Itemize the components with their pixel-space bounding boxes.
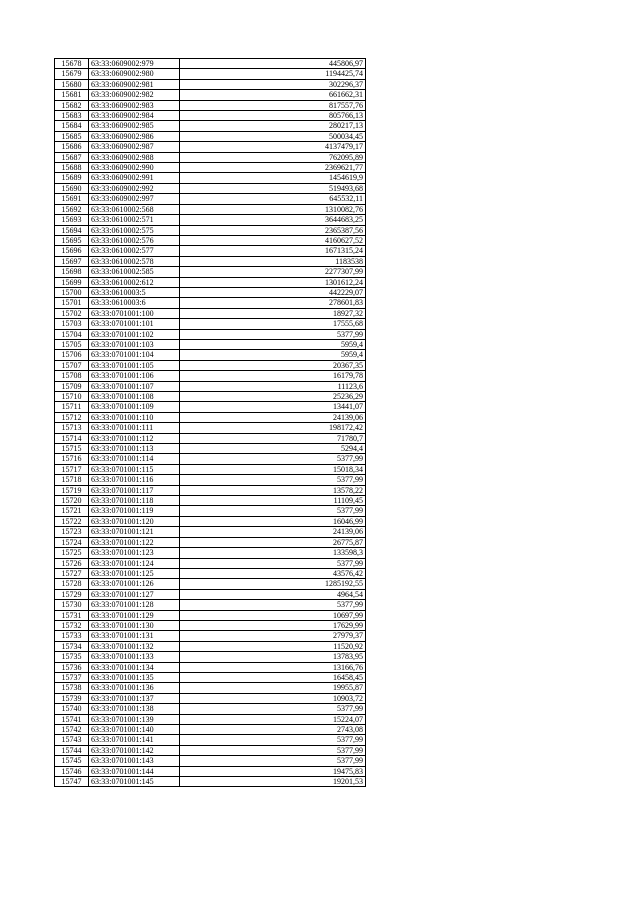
table-row <box>55 568 366 578</box>
value-cell: 5377,99 <box>180 704 366 714</box>
row-number-cell: 15730 <box>55 600 89 610</box>
table-row <box>55 235 366 245</box>
cadastral-number-cell: 63:33:0701001:115 <box>89 464 180 474</box>
row-number-cell: 15723 <box>55 527 89 537</box>
cadastral-number-cell: 63:33:0701001:118 <box>89 496 180 506</box>
cadastral-number-cell: 63:33:0701001:100 <box>89 308 180 318</box>
row-number-cell: 15732 <box>55 620 89 630</box>
cadastral-number-cell: 63:33:0609002:991 <box>89 173 180 183</box>
value-cell: 2277307,99 <box>180 267 366 277</box>
cadastral-number-cell: 63:33:0701001:120 <box>89 516 180 526</box>
row-number-cell: 15679 <box>55 69 89 79</box>
cadastral-number-cell: 63:33:0610003:5 <box>89 287 180 297</box>
value-cell: 1301612,24 <box>180 277 366 287</box>
value-cell: 442229,07 <box>180 287 366 297</box>
value-cell: 5377,99 <box>180 329 366 339</box>
table-row <box>55 579 366 589</box>
cadastral-number-cell: 63:33:0610002:612 <box>89 277 180 287</box>
table-row <box>55 121 366 131</box>
cadastral-number-cell: 63:33:0701001:122 <box>89 537 180 547</box>
value-cell: 4137479,17 <box>180 142 366 152</box>
row-number-cell: 15704 <box>55 329 89 339</box>
value-cell: 198172,42 <box>180 423 366 433</box>
row-number-cell: 15684 <box>55 121 89 131</box>
value-cell: 17629,99 <box>180 620 366 630</box>
cadastral-number-cell: 63:33:0701001:113 <box>89 444 180 454</box>
row-number-cell: 15713 <box>55 423 89 433</box>
cadastral-number-cell: 63:33:0701001:103 <box>89 339 180 349</box>
value-cell: 11109,45 <box>180 496 366 506</box>
cadastral-number-cell: 63:33:0701001:126 <box>89 579 180 589</box>
value-cell: 10697,99 <box>180 610 366 620</box>
table-row <box>55 246 366 256</box>
table-row <box>55 111 366 121</box>
row-number-cell: 15706 <box>55 350 89 360</box>
value-cell: 645532,11 <box>180 194 366 204</box>
table-row <box>55 100 366 110</box>
value-cell: 25236,29 <box>180 392 366 402</box>
value-cell: 1183538 <box>180 256 366 266</box>
table-row <box>55 506 366 516</box>
row-number-cell: 15744 <box>55 745 89 755</box>
row-number-cell: 15720 <box>55 496 89 506</box>
table-row <box>55 381 366 391</box>
row-number-cell: 15712 <box>55 412 89 422</box>
value-cell: 19475,83 <box>180 766 366 776</box>
cadastral-number-cell: 63:33:0701001:102 <box>89 329 180 339</box>
value-cell: 280217,13 <box>180 121 366 131</box>
cadastral-number-cell: 63:33:0610002:568 <box>89 204 180 214</box>
row-number-cell: 15689 <box>55 173 89 183</box>
cadastral-number-cell: 63:33:0701001:136 <box>89 683 180 693</box>
value-cell: 24139,06 <box>180 412 366 422</box>
cadastral-number-cell: 63:33:0701001:117 <box>89 485 180 495</box>
value-cell: 5377,99 <box>180 454 366 464</box>
table-row <box>55 735 366 745</box>
row-number-cell: 15697 <box>55 256 89 266</box>
row-number-cell: 15726 <box>55 558 89 568</box>
cadastral-number-cell: 63:33:0609002:983 <box>89 100 180 110</box>
value-cell: 3644683,25 <box>180 215 366 225</box>
row-number-cell: 15725 <box>55 548 89 558</box>
row-number-cell: 15746 <box>55 766 89 776</box>
cadastral-number-cell: 63:33:0609002:984 <box>89 111 180 121</box>
table-row <box>55 339 366 349</box>
table-row <box>55 69 366 79</box>
value-cell: 19201,53 <box>180 777 366 787</box>
value-cell: 4964,54 <box>180 589 366 599</box>
table-row <box>55 194 366 204</box>
table-row <box>55 402 366 412</box>
table-row <box>55 683 366 693</box>
row-number-cell: 15717 <box>55 464 89 474</box>
row-number-cell: 15695 <box>55 235 89 245</box>
cadastral-number-cell: 63:33:0610002:575 <box>89 225 180 235</box>
cadastral-number-cell: 63:33:0701001:112 <box>89 433 180 443</box>
cadastral-number-cell: 63:33:0701001:131 <box>89 631 180 641</box>
value-cell: 1310082,76 <box>180 204 366 214</box>
table-row <box>55 672 366 682</box>
cadastral-number-cell: 63:33:0609002:980 <box>89 69 180 79</box>
value-cell: 5377,99 <box>180 600 366 610</box>
cadastral-number-cell: 63:33:0701001:134 <box>89 662 180 672</box>
row-number-cell: 15707 <box>55 360 89 370</box>
table-row <box>55 256 366 266</box>
cadastral-number-cell: 63:33:0701001:141 <box>89 735 180 745</box>
table-row <box>55 464 366 474</box>
row-number-cell: 15692 <box>55 204 89 214</box>
cadastral-number-cell: 63:33:0609002:985 <box>89 121 180 131</box>
table-row <box>55 204 366 214</box>
row-number-cell: 15734 <box>55 641 89 651</box>
table-row <box>55 558 366 568</box>
row-number-cell: 15688 <box>55 163 89 173</box>
value-cell: 661662,31 <box>180 90 366 100</box>
cadastral-number-cell: 63:33:0609002:982 <box>89 90 180 100</box>
value-cell: 13166,76 <box>180 662 366 672</box>
row-number-cell: 15693 <box>55 215 89 225</box>
value-cell: 19955,87 <box>180 683 366 693</box>
row-number-cell: 15731 <box>55 610 89 620</box>
value-cell: 278601,83 <box>180 298 366 308</box>
table-row <box>55 423 366 433</box>
cadastral-number-cell: 63:33:0701001:110 <box>89 412 180 422</box>
value-cell: 519493,68 <box>180 183 366 193</box>
row-number-cell: 15685 <box>55 131 89 141</box>
row-number-cell: 15680 <box>55 79 89 89</box>
table-row <box>55 433 366 443</box>
cadastral-number-cell: 63:33:0609002:990 <box>89 163 180 173</box>
value-cell: 24139,06 <box>180 527 366 537</box>
value-cell: 71780,7 <box>180 433 366 443</box>
row-number-cell: 15715 <box>55 444 89 454</box>
cadastral-number-cell: 63:33:0701001:137 <box>89 693 180 703</box>
value-cell: 5377,99 <box>180 735 366 745</box>
cadastral-number-cell: 63:33:0701001:142 <box>89 745 180 755</box>
cadastral-number-cell: 63:33:0609002:997 <box>89 194 180 204</box>
cadastral-number-cell: 63:33:0701001:138 <box>89 704 180 714</box>
value-cell: 302296,37 <box>180 79 366 89</box>
cadastral-number-cell: 63:33:0701001:127 <box>89 589 180 599</box>
row-number-cell: 15724 <box>55 537 89 547</box>
row-number-cell: 15681 <box>55 90 89 100</box>
row-number-cell: 15705 <box>55 339 89 349</box>
row-number-cell: 15736 <box>55 662 89 672</box>
table-row <box>55 454 366 464</box>
row-number-cell: 15699 <box>55 277 89 287</box>
row-number-cell: 15691 <box>55 194 89 204</box>
value-cell: 5294,4 <box>180 444 366 454</box>
table-row <box>55 277 366 287</box>
row-number-cell: 15737 <box>55 672 89 682</box>
value-cell: 1194425,74 <box>180 69 366 79</box>
cadastral-number-cell: 63:33:0609002:979 <box>89 59 180 69</box>
value-cell: 133598,3 <box>180 548 366 558</box>
row-number-cell: 15682 <box>55 100 89 110</box>
table-row <box>55 173 366 183</box>
value-cell: 15018,34 <box>180 464 366 474</box>
cadastral-number-cell: 63:33:0701001:129 <box>89 610 180 620</box>
row-number-cell: 15678 <box>55 59 89 69</box>
table-row <box>55 371 366 381</box>
row-number-cell: 15700 <box>55 287 89 297</box>
table-row <box>55 610 366 620</box>
value-cell: 16046,99 <box>180 516 366 526</box>
row-number-cell: 15721 <box>55 506 89 516</box>
table-row <box>55 662 366 672</box>
value-cell: 445806,97 <box>180 59 366 69</box>
row-number-cell: 15718 <box>55 475 89 485</box>
row-number-cell: 15743 <box>55 735 89 745</box>
cadastral-number-cell: 63:33:0701001:108 <box>89 392 180 402</box>
value-cell: 1671315,24 <box>180 246 366 256</box>
cadastral-number-cell: 63:33:0701001:111 <box>89 423 180 433</box>
table-row <box>55 90 366 100</box>
table-row <box>55 548 366 558</box>
table-row <box>55 527 366 537</box>
cadastral-number-cell: 63:33:0701001:132 <box>89 641 180 651</box>
table-row <box>55 79 366 89</box>
value-cell: 805766,13 <box>180 111 366 121</box>
row-number-cell: 15740 <box>55 704 89 714</box>
row-number-cell: 15741 <box>55 714 89 724</box>
row-number-cell: 15742 <box>55 725 89 735</box>
cadastral-number-cell: 63:33:0609002:981 <box>89 79 180 89</box>
table-row <box>55 600 366 610</box>
value-cell: 5959,4 <box>180 350 366 360</box>
cadastral-number-cell: 63:33:0701001:101 <box>89 319 180 329</box>
cadastral-number-cell: 63:33:0701001:125 <box>89 568 180 578</box>
cadastral-number-cell: 63:33:0701001:121 <box>89 527 180 537</box>
table-row <box>55 475 366 485</box>
table-row <box>55 704 366 714</box>
cadastral-number-cell: 63:33:0610003:6 <box>89 298 180 308</box>
cadastral-number-cell: 63:33:0610002:571 <box>89 215 180 225</box>
cadastral-number-cell: 63:33:0610002:585 <box>89 267 180 277</box>
value-cell: 5377,99 <box>180 506 366 516</box>
row-number-cell: 15708 <box>55 371 89 381</box>
table-row <box>55 756 366 766</box>
table-row <box>55 516 366 526</box>
value-cell: 5377,99 <box>180 745 366 755</box>
row-number-cell: 15714 <box>55 433 89 443</box>
table-row <box>55 329 366 339</box>
table-row <box>55 319 366 329</box>
table-row <box>55 225 366 235</box>
value-cell: 43576,42 <box>180 568 366 578</box>
value-cell: 16179,78 <box>180 371 366 381</box>
cadastral-number-cell: 63:33:0701001:130 <box>89 620 180 630</box>
cadastral-number-cell: 63:33:0701001:116 <box>89 475 180 485</box>
value-cell: 13441,07 <box>180 402 366 412</box>
value-cell: 1454619,9 <box>180 173 366 183</box>
cadastral-number-cell: 63:33:0701001:133 <box>89 652 180 662</box>
row-number-cell: 15728 <box>55 579 89 589</box>
table-row <box>55 745 366 755</box>
row-number-cell: 15716 <box>55 454 89 464</box>
cadastral-number-cell: 63:33:0609002:992 <box>89 183 180 193</box>
table-row <box>55 298 366 308</box>
value-cell: 10903,72 <box>180 693 366 703</box>
table-row <box>55 777 366 787</box>
cadastral-number-cell: 63:33:0701001:135 <box>89 672 180 682</box>
row-number-cell: 15703 <box>55 319 89 329</box>
table-row <box>55 308 366 318</box>
row-number-cell: 15696 <box>55 246 89 256</box>
table-row <box>55 766 366 776</box>
row-number-cell: 15738 <box>55 683 89 693</box>
value-cell: 1285192,55 <box>180 579 366 589</box>
table-row <box>55 485 366 495</box>
row-number-cell: 15709 <box>55 381 89 391</box>
cadastral-number-cell: 63:33:0609002:986 <box>89 131 180 141</box>
value-cell: 11520,92 <box>180 641 366 651</box>
value-cell: 13783,95 <box>180 652 366 662</box>
table-row <box>55 392 366 402</box>
table-row <box>55 131 366 141</box>
cadastral-number-cell: 63:33:0701001:109 <box>89 402 180 412</box>
cadastral-number-cell: 63:33:0701001:119 <box>89 506 180 516</box>
data-table <box>54 58 366 787</box>
cadastral-number-cell: 63:33:0610002:576 <box>89 235 180 245</box>
table-row <box>55 163 366 173</box>
row-number-cell: 15687 <box>55 152 89 162</box>
cadastral-number-cell: 63:33:0701001:123 <box>89 548 180 558</box>
row-number-cell: 15722 <box>55 516 89 526</box>
value-cell: 500034,45 <box>180 131 366 141</box>
table-row <box>55 652 366 662</box>
table-row <box>55 183 366 193</box>
table-body <box>55 59 366 787</box>
cadastral-number-cell: 63:33:0701001:105 <box>89 360 180 370</box>
table-row <box>55 496 366 506</box>
row-number-cell: 15735 <box>55 652 89 662</box>
value-cell: 5377,99 <box>180 558 366 568</box>
cadastral-number-cell: 63:33:0701001:107 <box>89 381 180 391</box>
table-row <box>55 142 366 152</box>
table-row <box>55 589 366 599</box>
value-cell: 16458,45 <box>180 672 366 682</box>
value-cell: 17555,68 <box>180 319 366 329</box>
table-row <box>55 287 366 297</box>
value-cell: 11123,6 <box>180 381 366 391</box>
cadastral-number-cell: 63:33:0609002:987 <box>89 142 180 152</box>
cadastral-number-cell: 63:33:0610002:578 <box>89 256 180 266</box>
table-row <box>55 620 366 630</box>
table-row <box>55 215 366 225</box>
row-number-cell: 15729 <box>55 589 89 599</box>
table-row <box>55 152 366 162</box>
table-row <box>55 360 366 370</box>
cadastral-number-cell: 63:33:0609002:988 <box>89 152 180 162</box>
row-number-cell: 15733 <box>55 631 89 641</box>
cadastral-number-cell: 63:33:0701001:128 <box>89 600 180 610</box>
value-cell: 27979,37 <box>180 631 366 641</box>
row-number-cell: 15686 <box>55 142 89 152</box>
row-number-cell: 15727 <box>55 568 89 578</box>
value-cell: 13578,22 <box>180 485 366 495</box>
value-cell: 762095,89 <box>180 152 366 162</box>
cadastral-number-cell: 63:33:0701001:140 <box>89 725 180 735</box>
value-cell: 2365387,56 <box>180 225 366 235</box>
table-row <box>55 631 366 641</box>
cadastral-number-cell: 63:33:0701001:124 <box>89 558 180 568</box>
value-cell: 2369621,77 <box>180 163 366 173</box>
row-number-cell: 15702 <box>55 308 89 318</box>
cadastral-number-cell: 63:33:0701001:106 <box>89 371 180 381</box>
value-cell: 817557,76 <box>180 100 366 110</box>
table-row <box>55 641 366 651</box>
value-cell: 15224,07 <box>180 714 366 724</box>
value-cell: 26775,87 <box>180 537 366 547</box>
row-number-cell: 15739 <box>55 693 89 703</box>
value-cell: 5377,99 <box>180 756 366 766</box>
value-cell: 2743,08 <box>180 725 366 735</box>
value-cell: 18927,32 <box>180 308 366 318</box>
cadastral-number-cell: 63:33:0701001:139 <box>89 714 180 724</box>
table-row <box>55 725 366 735</box>
table-row <box>55 412 366 422</box>
table-row <box>55 537 366 547</box>
table-row <box>55 350 366 360</box>
row-number-cell: 15690 <box>55 183 89 193</box>
table-row <box>55 444 366 454</box>
cadastral-number-cell: 63:33:0701001:144 <box>89 766 180 776</box>
value-cell: 5959,4 <box>180 339 366 349</box>
row-number-cell: 15701 <box>55 298 89 308</box>
table-row <box>55 693 366 703</box>
table-row <box>55 714 366 724</box>
cadastral-number-cell: 63:33:0701001:104 <box>89 350 180 360</box>
cadastral-number-cell: 63:33:0701001:145 <box>89 777 180 787</box>
value-cell: 20367,35 <box>180 360 366 370</box>
row-number-cell: 15694 <box>55 225 89 235</box>
row-number-cell: 15711 <box>55 402 89 412</box>
row-number-cell: 15698 <box>55 267 89 277</box>
row-number-cell: 15710 <box>55 392 89 402</box>
row-number-cell: 15683 <box>55 111 89 121</box>
value-cell: 4160627,52 <box>180 235 366 245</box>
row-number-cell: 15745 <box>55 756 89 766</box>
table-row <box>55 267 366 277</box>
row-number-cell: 15719 <box>55 485 89 495</box>
value-cell: 5377,99 <box>180 475 366 485</box>
row-number-cell: 15747 <box>55 777 89 787</box>
cadastral-number-cell: 63:33:0701001:143 <box>89 756 180 766</box>
cadastral-number-cell: 63:33:0610002:577 <box>89 246 180 256</box>
cadastral-number-cell: 63:33:0701001:114 <box>89 454 180 464</box>
table-row <box>55 59 366 69</box>
